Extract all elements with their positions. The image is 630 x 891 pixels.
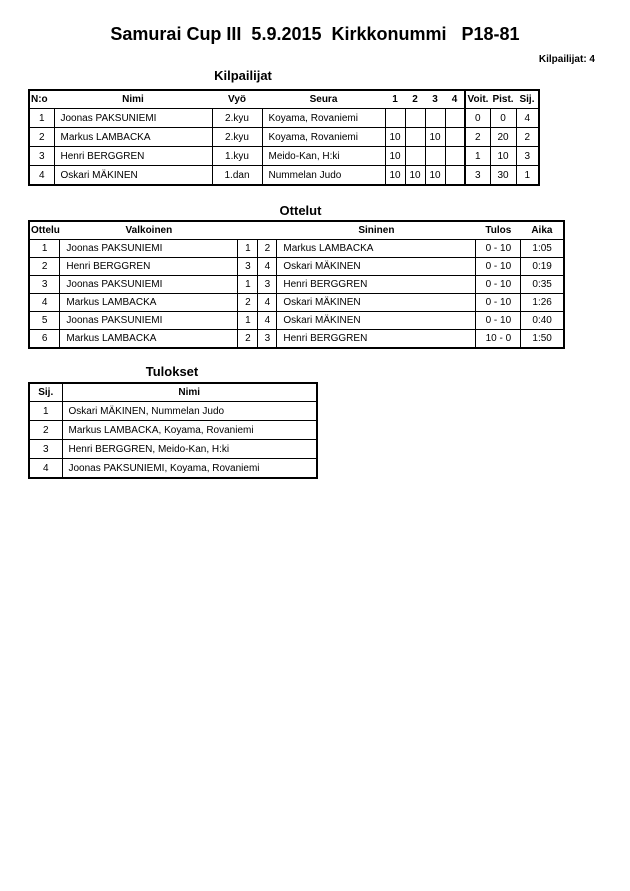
cell-round-4: [445, 166, 465, 186]
cell-round-1: [385, 109, 405, 128]
cell-white-no: 1: [238, 312, 258, 330]
cell-name: Joonas PAKSUNIEMI: [54, 109, 212, 128]
cell-round-1: 10: [385, 166, 405, 186]
match-row: [29, 258, 564, 276]
cell-club: Nummelan Judo: [262, 166, 385, 186]
cell-rank: 1: [516, 166, 539, 186]
cell-round-1: 10: [385, 147, 405, 166]
col-header-white-no: [238, 221, 258, 240]
cell-result: 0 - 10: [476, 258, 521, 276]
cell-blue-name: Oskari MÄKINEN: [277, 312, 476, 330]
cell-rank: 1: [29, 402, 62, 421]
cell-white-no: 1: [238, 240, 258, 258]
cell-white-name: Markus LAMBACKA: [60, 330, 238, 349]
cell-no: 4: [29, 166, 54, 186]
cell-round-2: [405, 109, 425, 128]
cell-match-no: 6: [29, 330, 60, 349]
col-header-blue-no: [258, 221, 277, 240]
cell-belt: 2.kyu: [212, 109, 262, 128]
matches-section-title: Ottelut: [279, 203, 322, 218]
cell-blue-name: Henri BERGGREN: [277, 276, 476, 294]
cell-name: Joonas PAKSUNIEMI, Koyama, Rovaniemi: [62, 459, 317, 479]
cell-round-3: 10: [425, 128, 445, 147]
result-row: [29, 421, 317, 440]
competitor-row: [29, 109, 539, 128]
cell-white-name: Henri BERGGREN: [60, 258, 238, 276]
cell-points: 0: [490, 109, 516, 128]
cell-points: 30: [490, 166, 516, 186]
cell-time: 1:50: [521, 330, 564, 349]
cell-white-no: 1: [238, 276, 258, 294]
cell-no: 2: [29, 128, 54, 147]
cell-blue-name: Oskari MÄKINEN: [277, 294, 476, 312]
col-header-round-1: 1: [385, 90, 405, 109]
cell-round-3: [425, 109, 445, 128]
cell-time: 1:26: [521, 294, 564, 312]
result-row: [29, 402, 317, 421]
col-header-name: Nimi: [54, 90, 212, 109]
cell-name: Oskari MÄKINEN, Nummelan Judo: [62, 402, 317, 421]
competitor-row: [29, 128, 539, 147]
cell-rank: 4: [29, 459, 62, 479]
cell-match-no: 2: [29, 258, 60, 276]
cell-white-name: Joonas PAKSUNIEMI: [60, 312, 238, 330]
cell-wins: 1: [465, 147, 490, 166]
results-table: [28, 382, 318, 479]
result-row: [29, 459, 317, 479]
competitor-row: [29, 147, 539, 166]
col-header-round-2: 2: [405, 90, 425, 109]
cell-round-1: 10: [385, 128, 405, 147]
cell-round-3: [425, 147, 445, 166]
cell-no: 3: [29, 147, 54, 166]
results-section-title: Tulokset: [145, 364, 199, 379]
col-header-match: Ottelu: [29, 221, 60, 240]
matches-header-row: [29, 221, 564, 240]
cell-rank: 2: [29, 421, 62, 440]
cell-blue-name: Markus LAMBACKA: [277, 240, 476, 258]
competitors-table: [28, 89, 540, 186]
competitor-row: [29, 166, 539, 186]
matches-table: [28, 220, 565, 349]
match-row: [29, 312, 564, 330]
competitors-header-row: [29, 90, 539, 109]
cell-wins: 0: [465, 109, 490, 128]
col-header-blue: Sininen: [277, 221, 476, 240]
cell-blue-no: 3: [258, 276, 277, 294]
cell-belt: 2.kyu: [212, 128, 262, 147]
cell-rank: 3: [29, 440, 62, 459]
cell-result: 0 - 10: [476, 276, 521, 294]
cell-round-2: 10: [405, 166, 425, 186]
cell-belt: 1.dan: [212, 166, 262, 186]
match-row: [29, 240, 564, 258]
cell-name: Henri BERGGREN: [54, 147, 212, 166]
cell-wins: 2: [465, 128, 490, 147]
match-row: [29, 330, 564, 349]
col-header-name: Nimi: [62, 383, 317, 402]
cell-white-no: 2: [238, 294, 258, 312]
cell-result: 0 - 10: [476, 240, 521, 258]
col-header-belt: Vyö: [212, 90, 262, 109]
cell-rank: 4: [516, 109, 539, 128]
cell-name: Oskari MÄKINEN: [54, 166, 212, 186]
cell-blue-name: Oskari MÄKINEN: [277, 258, 476, 276]
cell-result: 10 - 0: [476, 330, 521, 349]
cell-match-no: 3: [29, 276, 60, 294]
col-header-time: Aika: [521, 221, 564, 240]
col-header-points: Pist.: [490, 90, 516, 109]
cell-name: Henri BERGGREN, Meido-Kan, H:ki: [62, 440, 317, 459]
cell-time: 0:40: [521, 312, 564, 330]
cell-name: Markus LAMBACKA, Koyama, Rovaniemi: [62, 421, 317, 440]
cell-club: Koyama, Rovaniemi: [262, 128, 385, 147]
cell-name: Markus LAMBACKA: [54, 128, 212, 147]
cell-white-name: Joonas PAKSUNIEMI: [60, 276, 238, 294]
cell-points: 10: [490, 147, 516, 166]
cell-round-2: [405, 128, 425, 147]
cell-result: 0 - 10: [476, 312, 521, 330]
cell-blue-no: 2: [258, 240, 277, 258]
cell-belt: 1.kyu: [212, 147, 262, 166]
cell-white-no: 2: [238, 330, 258, 349]
competitors-section-title: Kilpailijat: [214, 68, 272, 83]
match-row: [29, 294, 564, 312]
cell-round-4: [445, 147, 465, 166]
cell-round-2: [405, 147, 425, 166]
col-header-round-3: 3: [425, 90, 445, 109]
cell-white-no: 3: [238, 258, 258, 276]
result-row: [29, 440, 317, 459]
cell-rank: 2: [516, 128, 539, 147]
page-title: Samurai Cup III 5.9.2015 Kirkkonummi P18-81: [110, 24, 520, 44]
col-header-rank: Sij.: [516, 90, 539, 109]
cell-no: 1: [29, 109, 54, 128]
cell-blue-name: Henri BERGGREN: [277, 330, 476, 349]
competitors-count-label: Kilpailijat: 4: [538, 54, 595, 65]
cell-time: 0:35: [521, 276, 564, 294]
cell-club: Koyama, Rovaniemi: [262, 109, 385, 128]
cell-round-4: [445, 128, 465, 147]
cell-round-3: 10: [425, 166, 445, 186]
cell-blue-no: 4: [258, 294, 277, 312]
cell-white-name: Markus LAMBACKA: [60, 294, 238, 312]
col-header-result: Tulos: [476, 221, 521, 240]
cell-club: Meido-Kan, H:ki: [262, 147, 385, 166]
cell-points: 20: [490, 128, 516, 147]
cell-round-4: [445, 109, 465, 128]
cell-result: 0 - 10: [476, 294, 521, 312]
cell-match-no: 4: [29, 294, 60, 312]
cell-time: 1:05: [521, 240, 564, 258]
cell-rank: 3: [516, 147, 539, 166]
cell-white-name: Joonas PAKSUNIEMI: [60, 240, 238, 258]
cell-blue-no: 4: [258, 312, 277, 330]
cell-time: 0:19: [521, 258, 564, 276]
col-header-club: Seura: [262, 90, 385, 109]
cell-match-no: 1: [29, 240, 60, 258]
cell-match-no: 5: [29, 312, 60, 330]
cell-blue-no: 3: [258, 330, 277, 349]
match-row: [29, 276, 564, 294]
cell-wins: 3: [465, 166, 490, 186]
col-header-rank: Sij.: [29, 383, 62, 402]
col-header-no: N:o: [29, 90, 54, 109]
results-header-row: [29, 383, 317, 402]
cell-blue-no: 4: [258, 258, 277, 276]
col-header-round-4: 4: [445, 90, 465, 109]
col-header-wins: Voit.: [465, 90, 490, 109]
col-header-white: Valkoinen: [60, 221, 238, 240]
